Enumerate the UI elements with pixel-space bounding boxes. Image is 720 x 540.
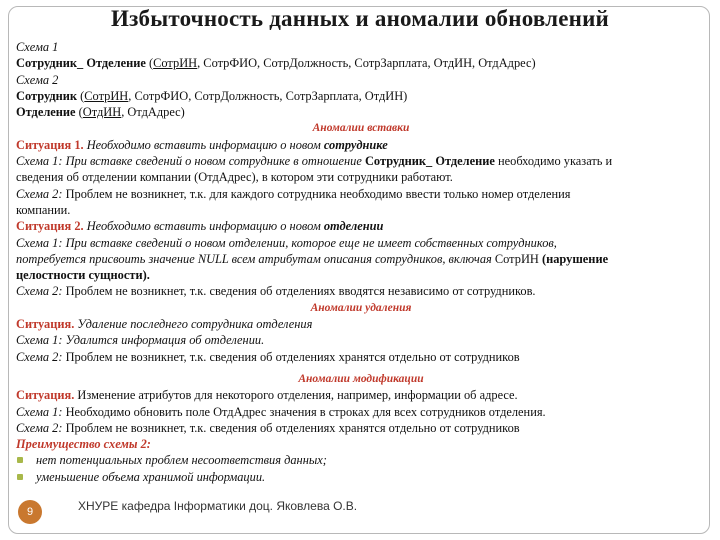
advantage-item: уменьшение объема хранимой информации. (16, 469, 706, 485)
schema1-label: Схема 1 (16, 40, 59, 54)
schema2-department-relation: Отделение (ОтдИН, ОтдАдрес) (16, 105, 185, 120)
insert-situation-1-schema2-cont: компании. (16, 202, 71, 217)
delete-situation-schema2: Схема 2: Проблем не возникнет, т.к. сведения об отделениях хранятся отдельно от сотрудников (16, 349, 520, 364)
bullet-square-icon (17, 457, 23, 463)
schema1-definition: Сотрудник_ Отделение (СотрИН, СотрФИО, СотрДолжность, СотрЗарплата, ОтдИН, ОтдАдрес) (16, 56, 536, 71)
insert-situation-1-schema1-cont: сведения об отделении компании (ОтдАдрес), в котором эти сотрудники работают. (16, 170, 453, 185)
advantages-heading: Преимущество схемы 2: (16, 437, 151, 452)
insert-situation-2-schema1-cont: потребуется присвоить значение NULL всем атрибутам описания сотрудников, включая СотрИН (нарушение (16, 251, 609, 266)
schema2-department-primary-key: ОтдИН (82, 105, 122, 120)
slide-title: Избыточность данных и аномалии обновлений (110, 6, 610, 31)
insert-situation-1-schema1: Схема 1: При вставке сведений о новом сотруднике в отношение Сотрудник_ Отделение необходимо указать и (16, 154, 613, 169)
modify-situation-schema2: Схема 2: Проблем не возникнет, т.к. сведения об отделениях хранятся отдельно от сотрудников (16, 420, 520, 435)
slide-content (16, 39, 706, 485)
delete-situation-schema1: Схема 1: Удалится информация об отделении. (16, 333, 265, 348)
schema2-employee-relation: Сотрудник (СотрИН, СотрФИО, СотрДолжность, СотрЗарплата, ОтдИН) (16, 88, 408, 103)
advantage-item: нет потенциальных проблем несоответствия данных; (16, 452, 706, 468)
modify-situation-schema1: Схема 1: Необходимо обновить поле ОтдАдрес значения в строках для всех сотрудников отделения. (16, 404, 546, 419)
schema2-employee-primary-key: СотрИН (84, 88, 129, 103)
insert-anomalies-heading: Аномалии вставки (312, 122, 410, 135)
insert-situation-2-schema1-cont2: целостности сущности). (16, 268, 150, 283)
insert-situation-2-schema1: Схема 1: При вставке сведений о новом отделении, которое еще не имеет собственных сотрудников, (16, 235, 557, 250)
insert-situation-1: Ситуация 1. Необходимо вставить информацию о новом сотруднике (16, 137, 388, 152)
insert-situation-2: Ситуация 2. Необходимо вставить информацию о новом отделении (16, 219, 384, 234)
modify-anomalies-heading: Аномалии модификации (298, 372, 424, 385)
insert-situation-2-schema2: Схема 2: Проблем не возникнет, т.к. сведения об отделениях вводятся независимо от сотрудников. (16, 284, 536, 299)
delete-situation: Ситуация. Удаление последнего сотрудника отделения (16, 317, 313, 332)
footer-text: ХНУРЕ кафедра Інформатики доц. Яковлева О.В. (78, 499, 358, 513)
schema1-primary-key: СотрИН (153, 56, 198, 71)
delete-anomalies-heading: Аномалии удаления (310, 301, 412, 314)
bullet-square-icon (17, 474, 23, 480)
modify-situation: Ситуация. Изменение атрибутов для некоторого отделения, например, информации об адресе. (16, 388, 518, 403)
schema2-label: Схема 2 (16, 72, 59, 87)
page-number-badge: 9 (18, 500, 42, 524)
insert-situation-1-schema2: Схема 2: Проблем не возникнет, т.к. для каждого сотрудника необходимо ввести только номер отделения (16, 186, 571, 201)
